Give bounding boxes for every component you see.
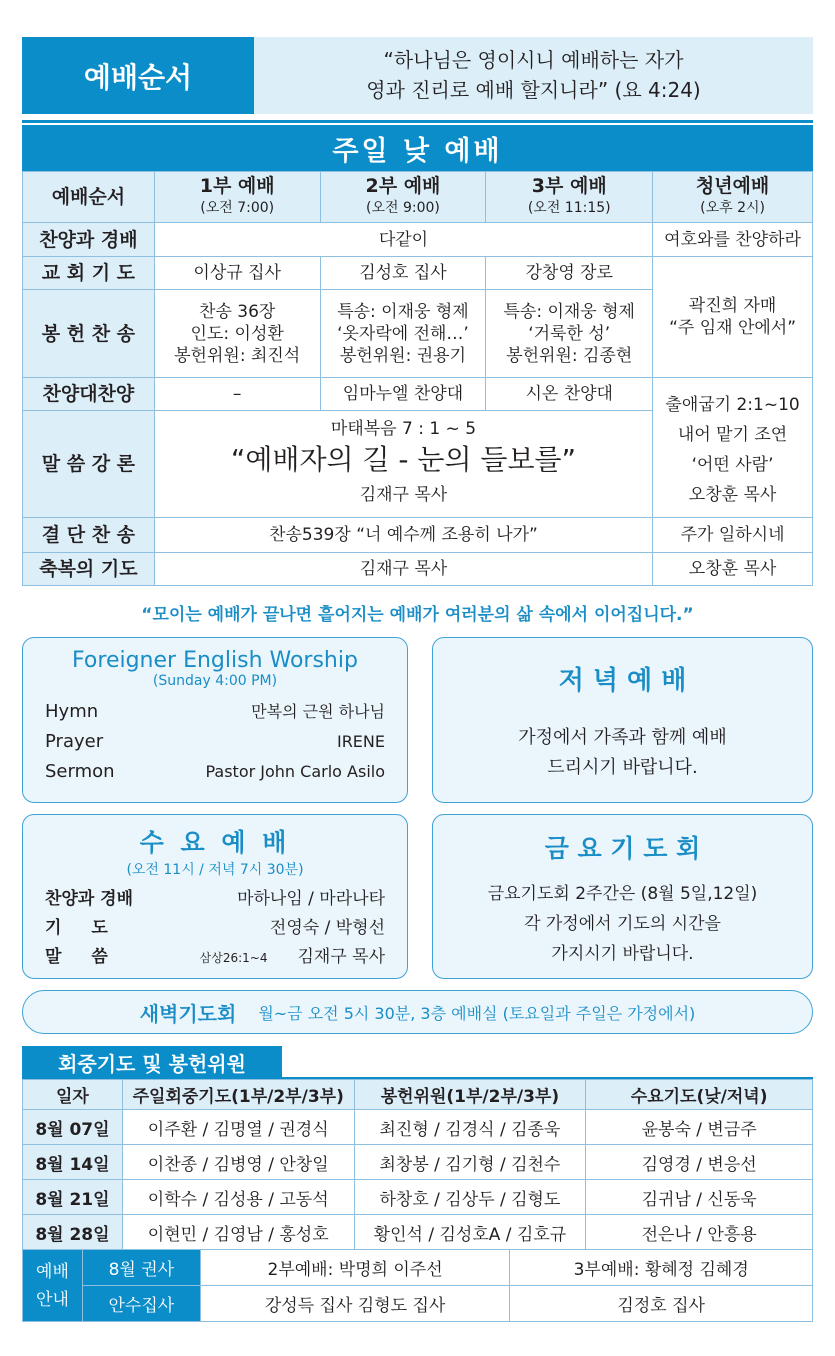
roster-cell: 이찬종 / 김병영 / 안창일 [122,1145,354,1180]
roster-date: 8월 07일 [23,1110,123,1145]
col-header-youth: 청년예배 (오후 2시) [653,172,813,223]
roster-cell: 이학수 / 김성용 / 고동석 [122,1180,354,1215]
prayer-3: 강창영 장로 [486,257,653,290]
sermon-ref: 마태복음 7 : 1 ~ 5 [330,419,477,439]
friday-prayer-box [432,814,813,979]
roster-table [22,1079,813,1250]
col-header-order: 예배순서 [23,172,155,223]
sermon-preacher: 김재구 목사 [359,485,448,505]
page-title: 예배순서 [83,60,193,94]
guide-label: 예배 안내 [23,1250,83,1322]
roster-header-wednesday: 수요기도(낮/저녁) [586,1080,813,1110]
friday-line-1: 금요기도회 2주간은 (8월 5일,12일) [487,884,758,904]
offering-1: 찬송 36장 인도: 이성환 봉헌위원: 최진석 [154,290,320,378]
evening-title: 저 녁 예 배 [558,666,687,696]
row-label-blessing: 축복의 기도 [23,553,155,586]
evening-line-1: 가정에서 가족과 함께 예배 [518,727,727,748]
praise-all: 다같이 [154,223,652,257]
wednesday-row-praise: 찬양과 경배 마하나임 / 마라나타 [45,889,385,909]
dawn-prayer-bar [22,990,813,1034]
foreigner-row-sermon: Sermon Pastor John Carlo Asilo [45,761,385,782]
blessing-youth: 오창훈 목사 [653,553,813,586]
roster-header-sunday: 주일회중기도(1부/2부/3부) [122,1080,354,1110]
quote-line-2: 영과 진리로 예배 할지니라” (요 4:24) [366,78,701,102]
foreigner-worship-box [22,637,408,803]
col-header-3: 3부 예배 (오전 11:15) [486,172,653,223]
row-label-offering: 봉 헌 찬 송 [23,290,155,378]
foreigner-title: Foreigner English Worship [72,648,358,673]
roster-cell: 하창호 / 김상두 / 김형도 [354,1180,586,1215]
choir-1: – [154,378,320,411]
roster-title: 회중기도 및 봉헌위원 [58,1051,246,1076]
guide-row2-a: 강성득 집사 김형도 집사 [200,1286,510,1322]
friday-line-2: 각 가정에서 기도의 시간을 [524,914,721,934]
roster-cell: 김영경 / 변응선 [586,1145,813,1180]
wednesday-title: 수 요 예 배 [139,828,291,857]
decision-youth: 주가 일하시네 [653,518,813,553]
choir-3: 시온 찬양대 [486,378,653,411]
wednesday-row-word: 말 씀 삼상26:1~4 김재구 목사 [45,947,385,967]
guide-row1-b: 3부예배: 황혜정 김혜경 [510,1250,813,1286]
sunday-banner-title: 주일 낮 예배 [332,135,503,167]
friday-title: 금 요 기 도 회 [544,834,701,863]
prayer-2: 김성호 집사 [320,257,486,290]
roster-header-offering: 봉헌위원(1부/2부/3부) [354,1080,586,1110]
row-label-choir: 찬양대찬양 [23,378,155,411]
foreigner-row-prayer: Prayer IRENE [45,731,385,752]
wednesday-time: (오전 11시 / 저녁 7시 30분) [126,862,304,878]
sermon [154,411,652,518]
sunday-banner [22,125,813,171]
roster-date: 8월 28일 [23,1215,123,1250]
praise-youth: 여호와를 찬양하라 [653,223,813,257]
friday-line-3: 가지시기 바랍니다. [551,944,694,964]
offering-youth: 곽진희 자매 “주 임재 안에서” [653,257,813,378]
roster-cell: 전은나 / 안흥용 [586,1215,813,1250]
table-row [23,1215,813,1250]
sermon-title: “예배자의 길 - 눈의 들보를” [230,443,577,476]
dawn-title: 새벽기도회 [139,1001,237,1026]
roster-cell: 김귀남 / 신동욱 [586,1180,813,1215]
roster-date: 8월 14일 [23,1145,123,1180]
table-row [23,1180,813,1215]
table-row [23,1145,813,1180]
row-label-praise: 찬양과 경배 [23,223,155,257]
header-divider [22,120,813,123]
motto: “모이는 예배가 끝나면 흩어지는 예배가 여러분의 삶 속에서 이어집니다.” [141,605,694,625]
roster-cell: 황인석 / 김성호A / 김호규 [354,1215,586,1250]
row-label-decision: 결 단 찬 송 [23,518,155,553]
roster-cell: 최진형 / 김경식 / 김종욱 [354,1110,586,1145]
sunday-worship-table [22,171,813,586]
prayer-1: 이상규 집사 [154,257,320,290]
roster-date: 8월 21일 [23,1180,123,1215]
header-title-box [22,37,254,114]
roster-cell: 이현민 / 김영남 / 홍성호 [122,1215,354,1250]
wednesday-row-prayer: 기 도 전영숙 / 박형선 [45,918,385,938]
foreigner-time: (Sunday 4:00 PM) [152,673,278,689]
guide-row2-label: 안수집사 [82,1286,200,1322]
roster-cell: 윤봉숙 / 변금주 [586,1110,813,1145]
foreigner-row-hymn: Hymn 만복의 근원 하나님 [45,701,385,722]
header-quote-box [254,37,813,114]
roster-cell: 최창봉 / 김기형 / 김천수 [354,1145,586,1180]
roster-title-box [22,1046,282,1078]
offering-3: 특송: 이재웅 형제 ‘거룩한 성’ 봉헌위원: 김종현 [486,290,653,378]
offering-2: 특송: 이재웅 형제 ‘옷자락에 전해…’ 봉헌위원: 권용기 [320,290,486,378]
quote-line-1: “하나님은 영이시니 예배하는 자가 [383,48,684,72]
guide-row1-label: 8월 권사 [82,1250,200,1286]
evening-line-2: 드리시기 바랍니다. [547,757,698,778]
row-label-sermon: 말 씀 강 론 [23,411,155,518]
evening-worship-box [432,637,813,803]
decision-hymn: 찬송539장 “너 예수께 조용히 나가” [154,518,652,553]
blessing: 김재구 목사 [154,553,652,586]
roster-header-date: 일자 [23,1080,123,1110]
roster-cell: 이주환 / 김명열 / 권경식 [122,1110,354,1145]
usher-guide-table [22,1249,813,1322]
youth-sermon: 출애굽기 2:1~10 내어 맡기 조연 ‘어떤 사람’ 오창훈 목사 [653,378,813,518]
table-row [23,1110,813,1145]
col-header-2: 2부 예배 (오전 9:00) [320,172,486,223]
row-label-prayer: 교 회 기 도 [23,257,155,290]
guide-row2-b: 김정호 집사 [510,1286,813,1322]
dawn-text: 월~금 오전 5시 30분, 3층 예배실 (토요일과 주일은 가정에서) [258,1003,696,1023]
choir-2: 임마누엘 찬양대 [320,378,486,411]
wednesday-worship-box [22,814,408,979]
guide-row1-a: 2부예배: 박명희 이주선 [200,1250,510,1286]
col-header-1: 1부 예배 (오전 7:00) [154,172,320,223]
